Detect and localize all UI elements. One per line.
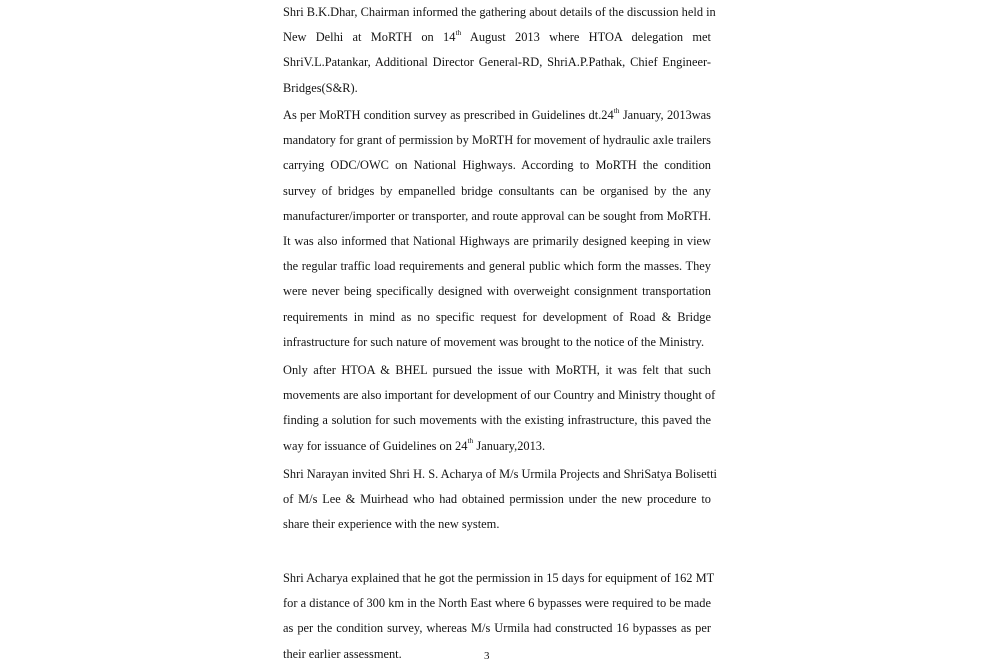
text-line: the regular traffic load requirements and general public which form the masses. They [283, 259, 711, 274]
text-line: It was also informed that National Highways are primarily designed keeping in view [283, 233, 711, 248]
text-line: movements are also important for development of our Country and Ministry thought of [283, 388, 716, 403]
text-line: carrying ODC/OWC on National Highways. According to MoRTH the condition [283, 158, 711, 173]
text-line: As per MoRTH condition survey as prescribed in Guidelines dt.24th January, 2013was [283, 105, 711, 122]
text-line: Shri B.K.Dhar, Chairman informed the gathering about details of the discussion held in [283, 5, 716, 19]
ordinal-suffix: th [467, 436, 474, 446]
paragraph-1 [283, 0, 716, 101]
ordinal-suffix: th [455, 28, 462, 38]
text-line: Shri Narayan invited Shri H. S. Acharya of M/s Urmila Projects and ShriSatya Bolisetti [283, 467, 717, 481]
paragraph-4 [283, 462, 717, 538]
ordinal-suffix: th [613, 105, 620, 115]
text-line: for a distance of 300 km in the North East where 6 bypasses were required to be made [283, 596, 711, 611]
paragraph-3 [283, 358, 716, 459]
text-line: ShriV.L.Patankar, Additional Director General-RD, ShriA.P.Pathak, Chief Engineer- [283, 55, 711, 70]
text-line: manufacturer/importer or transporter, and route approval can be sought from MoRTH. [283, 208, 711, 223]
paragraph-2 [283, 103, 711, 355]
text-line: finding a solution for such movements with the existing infrastructure, this paved the [283, 413, 711, 428]
text-line: New Delhi at MoRTH on 14th August 2013 where HTOA delegation met [283, 28, 711, 45]
paragraph-5 [283, 566, 715, 667]
text-line: as per the condition survey, whereas M/s Urmila had constructed 16 bypasses as per [283, 621, 711, 636]
text-line: mandatory for grant of permission by MoRTH for movement of hydraulic axle trailers [283, 133, 711, 148]
text-line: were never being specifically designed with overweight consignment transportation [283, 284, 711, 299]
page-number: 3 [484, 650, 490, 662]
text-line: requirements in mind as no specific request for development of Road & Bridge [283, 309, 711, 324]
text-line: Shri Acharya explained that he got the permission in 15 days for equipment of 162 MT [283, 571, 715, 585]
text-line: Only after HTOA & BHEL pursued the issue with MoRTH, it was felt that such [283, 363, 711, 377]
text-line: their earlier assessment. [283, 646, 402, 661]
text-line: of M/s Lee & Muirhead who had obtained permission under the new procedure to [283, 492, 711, 507]
text-line: survey of bridges by empanelled bridge consultants can be organised by the any [283, 183, 711, 198]
text-line: share their experience with the new system. [283, 517, 500, 532]
text-line: way for issuance of Guidelines on 24th January,2013. [283, 436, 546, 453]
text-line: infrastructure for such nature of movement was brought to the notice of the Ministry. [283, 334, 705, 349]
text-line: Bridges(S&R). [283, 80, 358, 95]
document-page [283, 0, 717, 664]
